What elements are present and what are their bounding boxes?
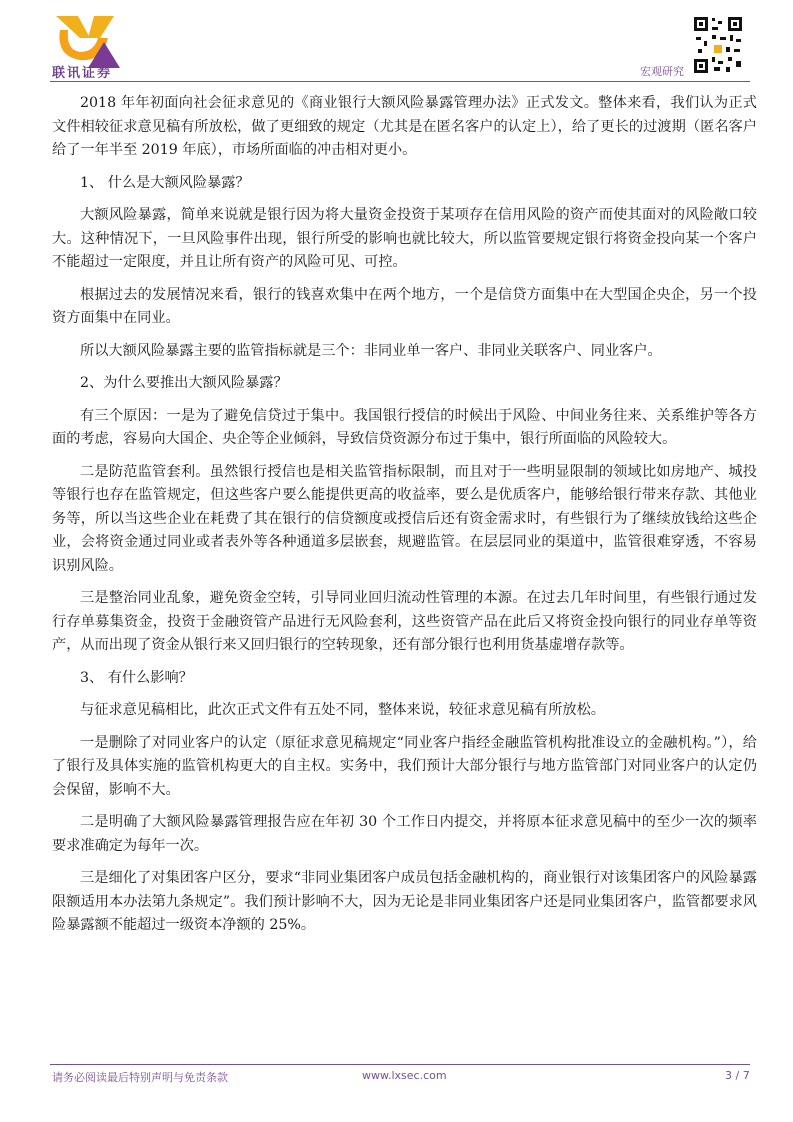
article-body: [52, 92, 757, 947]
paragraph: 大额风险暴露，简单来说就是银行因为将大量资金投资于某项存在信用风险的资产而使其面对的风险敞口较大。这种情况下，一旦风险事件出现，银行所受的影响也就比较大，所以监管要规定银行将资金投向某一个客户不能超过一定限度，并且让所有资产的风险可见、可控。: [52, 207, 757, 270]
paragraph: 2018 年年初面向社会征求意见的《商业银行大额风险暴露管理办法》正式发文。整体来看，我们认为正式文件相较征求意见稿有所放松，做了更细致的规定（尤其是在匿名客户的认定上），给了更长的过渡期（匿名客户给了一年半至 2019 年底），市场所面临的冲击相对更小。: [52, 95, 757, 158]
section-heading: 3、 有什么影响？: [80, 669, 193, 686]
section-heading: 1、 什么是大额风险暴露？: [80, 174, 250, 191]
paragraph: 二是防范监管套利。虽然银行授信也是相关监管指标限制，而且对于一些明显限制的领域比如房地产、城投等银行也存在监管规定，但这些客户要么能提供更高的收益率，要么是优质客户，能够给银行带来存款、其他业务等，所以当这些企业在耗费了其在银行的信贷额度或授信后还有资金需求时，有些银行为了继续放钱给这些企业，会将资金通过同业或者表外等各种通道多层嵌套，规避监管。在层层同业的渠道中，监管很难穿透，不容易识别风险。: [52, 463, 757, 574]
footer-divider: [50, 1064, 750, 1065]
paragraph: 有三个原因：一是为了避免信贷过于集中。我国银行授信的时候出于风险、中间业务往来、关系维护等各方面的考虑，容易向大国企、央企等企业倾斜，导致信贷资源分布过于集中，银行所面临的风险较大。: [52, 407, 757, 447]
page-header: [0, 0, 793, 86]
logo-text: 联讯证券: [52, 66, 113, 81]
paragraph: 二是明确了大额风险暴露管理报告应在年初 30 个工作日内提交，并将原本征求意见稿中的至少一次的频率要求准确定为每年一次。: [52, 814, 757, 854]
section-label: 宏观研究: [640, 65, 684, 78]
paragraph: 一是删除了对同业客户的认定（原征求意见稿规定“同业客户指经金融监管机构批准设立的金融机构。”），给了银行及具体实施的监管机构更大的自主权。实务中，我们预计大部分银行与地方监管部门对同业客户的认定仍会保留，影响不大。: [52, 734, 757, 798]
qr-code-icon: [692, 15, 744, 75]
header-divider: [50, 81, 750, 82]
paragraph: 与征求意见稿相比，此次正式文件有五处不同，整体来说，较征求意见稿有所放松。: [80, 702, 605, 718]
paragraph: 三是整治同业乱象，避免资金空转，引导同业回归流动性管理的本源。在过去几年时间里，有些银行通过发行存单募集资金，投资于金融资管产品进行无风险套利，这些资管产品在此后又将资金投向银行的同业存单等资产，从而出现了资金从银行来又回归银行的空转现象，还有部分银行也利用货基虚增存款等。: [52, 590, 757, 653]
paragraph: 所以大额风险暴露主要的监管指标就是三个：非同业单一客户、非同业关联客户、同业客户。: [80, 342, 662, 359]
disclaimer-link[interactable]: 请务必阅读最后特别声明与免责条款: [52, 1071, 228, 1084]
paragraph: 根据过去的发展情况来看，银行的钱喜欢集中在两个地方，一个是信贷方面集中在大型国企央企，另一个投资方面集中在同业。: [52, 286, 757, 326]
page-number: 3 / 7: [725, 1069, 750, 1082]
paragraph: 三是细化了对集团客户区分，要求“非同业集团客户成员包括金融机构的，商业银行对该集团客户的风险暴露限额适用本办法第九条规定”。我们预计影响不大，因为无论是非同业集团客户还是同业集团客户，监管都要求风险暴露额不能超过一级资本净额的 25%。: [52, 870, 757, 933]
website-link[interactable]: www.lxsec.com: [362, 1069, 447, 1082]
section-heading: 2、为什么要推出大额风险暴露？: [80, 375, 288, 391]
